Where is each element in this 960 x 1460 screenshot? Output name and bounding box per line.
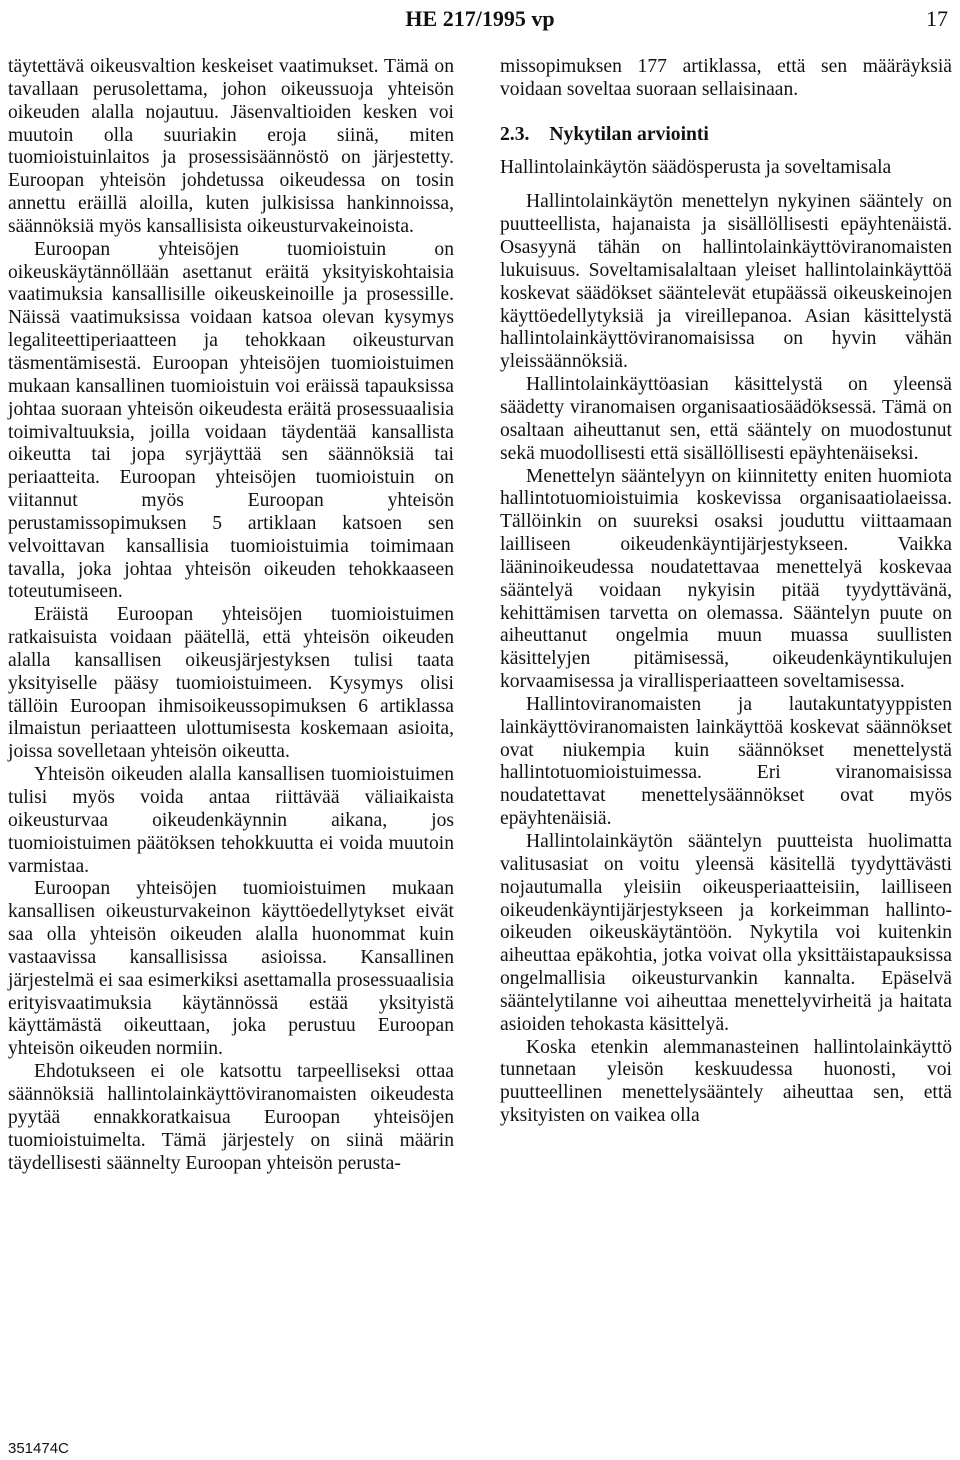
paragraph: missopimuksen 177 artiklassa, että sen määräyksiä voidaan soveltaa suoraan sellaisinaan. <box>500 56 952 100</box>
paragraph: Hallintolainkäytön menettelyn nykyinen sääntely on puutteellista, hajanaista ja sisällöllisesti epäyhtenäistä. Osasyynä tähän on hallintolainkäyttöviranomaisten lukuisuus. Soveltamisalaltaan yleiset hallintolainkäyttöä koskevat säädökset sääntelevät etupäässä oikeuskeinojen käyttöedellytyksiä ja vireillepanoa. Asian käsittelystä hallintolainkäyttöviranomaisissa on hyvin vähän yleissäännöksiä. <box>500 191 952 373</box>
paragraph: Euroopan yhteisöjen tuomioistuin on oikeuskäytännöllään asettanut eräitä yksityiskohtaisia vaatimuksia kansallisille oikeuskeinoille ja prosessille. Näissä vaatimuksissa voidaan katsoa olevan kysymys legaliteettiperiaatteen ja tehokkaan oikeusturvan täsmentämisestä. Euroopan yhteisöjen tuomioistuimen mukaan kansallinen tuomioistuin voi eräissä tapauksissa johtaa suoraan yhteisön oikeudesta eräitä prosessuaalisia toimivaltuuksia, joilla voidaan täydentää kansallista oikeutta tai jopa syrjäyttää sen säännöksiä tai periaatteita. Euroopan yhteisöjen tuomioistuin on viitannut myös Euroopan yhteisön perustamissopimuksen 5 artiklaan katsoen sen velvoittavan kansallisia tuomioistuimia toimimaan tavalla, joka johtaa yhteisön oikeuden tehokkaaseen toteutumiseen. <box>8 238 454 603</box>
paragraph: Koska etenkin alemmanasteinen hallintolainkäyttö tunnetaan yleisön keskuudessa huonosti, voi puutteellinen menettelysääntely aiheuttaa sen, että yksityisten on vaikea olla <box>500 1036 952 1127</box>
section-heading <box>500 124 952 147</box>
page-number: 17 <box>926 6 948 31</box>
paragraph: Hallintolainkäytön sääntelyn puutteista huolimatta valitusasiat on voitu yleensä käsitellä tyydyttävästi nojautumalla yleisiin oikeusperiaatteisiin, lailliseen oikeudenkäyntijärjestykseen ja korkeimman hallinto-oikeuden oikeuskäytäntöön. Nykytila voi kuitenkin aiheuttaa epäkohtia, jotka voivat olla yksittäistapauksissa ongelmallisia oikeusturvankin kannalta. Epäselvä sääntelytilanne voi aiheuttaa menettelyvirheitä ja haitata asioiden tehokasta käsittelyä. <box>500 831 952 1035</box>
paragraph: Eräistä Euroopan yhteisöjen tuomioistuimen ratkaisuista voidaan päätellä, että yhteisön oikeuden alalla kansallisen oikeusjärjestyksen tulisi taata yksityiselle pääsy tuomioistuimeen. Kysymys olisi tällöin Euroopan ihmisoikeussopimuksen 6 artiklassa ilmaistun periaatteen ulottumisesta koskemaan asioita, joissa sovelletaan yhteisön oikeutta. <box>8 604 454 763</box>
section-title: Nykytilan arviointi <box>549 123 709 145</box>
paragraph: Menettelyn sääntelyyn on kiinnitetty eniten huomiota hallintotuomioistuimia koskevissa organisaatiolaeissa. Tällöinkin on suureksi osaksi jouduttu viittaamaan lailliseen oikeudenkäyntijärjestykseen. Vaikka lääninoikeudessa noudatettavaa menettelyä koskevaa sääntelyä voidaan nykyisin pitää tyydyttävänä, kehittämisen tarvetta on olemassa. Sääntelyn puute on aiheuttanut ongelmia muun muassa suullisten käsittelyjen pitämisessä, oikeudenkäyntikulujen korvaamisessa ja virallisperiaatteen soveltamisessa. <box>500 465 952 693</box>
print-code: 351474C <box>8 1440 69 1457</box>
left-column <box>8 56 454 1175</box>
page-header <box>0 4 960 34</box>
paragraph: täytettävä oikeusvaltion keskeiset vaatimukset. Tämä on tavallaan perusolettama, johon oikeussuoja yhteisön oikeuden alalla nojautuu. Jäsenvaltioiden kesken voi muutoin olla suuriakin eroja siinä, miten tuomioistuinlaitos ja prosessisäännöstö on järjestetty. Euroopan yhteisön johdetussa oikeudessa on tosin annettu eräillä aloilla, kuten julkisissa hankinnoissa, säännöksiä myös kansallisista oikeusturvakeinoista. <box>8 56 454 237</box>
document-title: HE 217/1995 vp <box>405 6 555 31</box>
right-column <box>500 56 952 1128</box>
paragraph: Ehdotukseen ei ole katsottu tarpeelliseksi ottaa säännöksiä hallintolainkäyttöviranomaisten oikeudesta pyytää ennakkoratkaisua Euroopan yhteisöjen tuomioistuimelta. Tämä järjestely on siinä määrin täydellisesti säännelty Euroopan yhteisön perusta- <box>8 1061 454 1174</box>
subsection-heading: Hallintolainkäytön säädösperusta ja soveltamisala <box>500 156 892 178</box>
paragraph: Euroopan yhteisöjen tuomioistuimen mukaan kansallisen oikeusturvakeinon käyttöedellytykset eivät saa olla yhteisön oikeuden alalla huonommat kuin vastaavissa kansallisissa asioissa. Kansallinen järjestelmä ei saa esimerkiksi asettamalla prosessuaalisia erityisvaatimuksia käytännössä estää yksityistä käyttämästä oikeuttaan, joka perustuu Euroopan yhteisön oikeuden normiin. <box>8 878 454 1060</box>
section-number: 2.3. <box>500 123 530 145</box>
paragraph: Hallintolainkäyttöasian käsittelystä on yleensä säädetty viranomaisen organisaatiosäädöksessä. Tämä on osaltaan aiheuttanut sen, että sääntely on muodostunut sekä muodollisesti että sisällöllisesti epäyhtenäiseksi. <box>500 374 952 464</box>
paragraph: Hallintoviranomaisten ja lautakuntatyyppisten lainkäyttöviranomaisten lainkäyttöä koskevat säännökset ovat niukempia kuin säännökset menettelystä hallintotuomioistuimessa. Eri viranomaisissa noudatettavat menettelysäännökset ovat myös epäyhtenäisiä. <box>500 693 952 830</box>
paragraph: Yhteisön oikeuden alalla kansallisen tuomioistuimen tulisi myös voida antaa riittävää väliaikaista oikeusturvaa oikeudenkäynnin aikana, jos tuomioistuimen päätöksen tehokkuutta ei voida muutoin varmistaa. <box>8 764 454 877</box>
